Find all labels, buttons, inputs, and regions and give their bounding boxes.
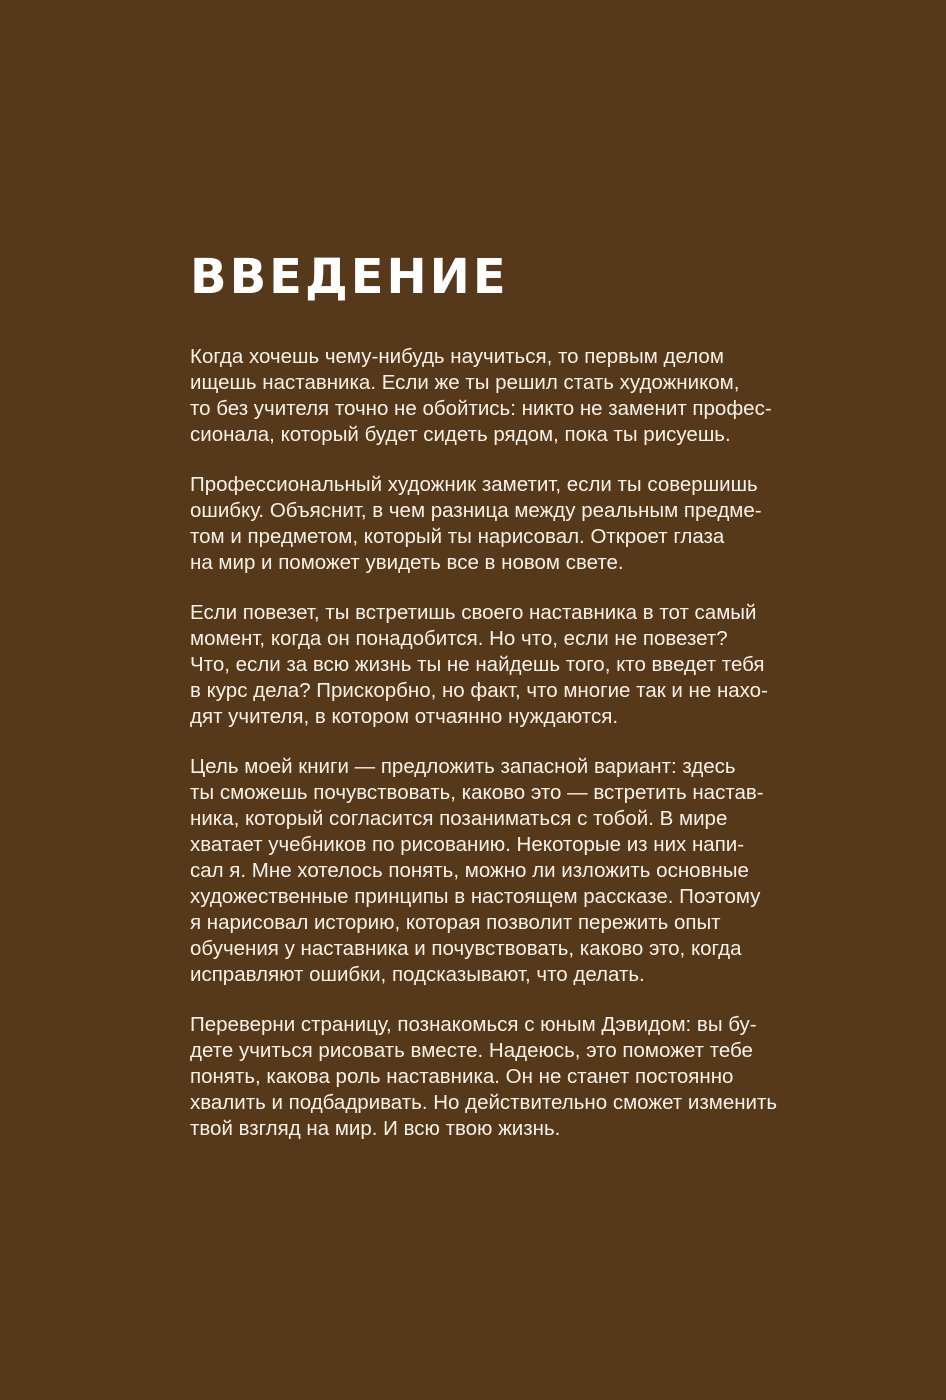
text-line: на мир и поможет увидеть все в новом свете. <box>190 551 624 574</box>
text-line: исправляют ошибки, подсказывают, что делать. <box>190 963 645 986</box>
text-line: Профессиональный художник заметит, если ты совершишь <box>190 473 758 496</box>
text-line: художественные принципы в настоящем рассказе. Поэтому <box>190 885 761 908</box>
text-line: ты сможешь почувствовать, каково это — встретить настав- <box>190 781 764 804</box>
text-line: дете учиться рисовать вместе. Надеюсь, это поможет тебе <box>190 1039 753 1062</box>
text-line: твой взгляд на мир. И всю твою жизнь. <box>190 1117 561 1140</box>
text-line: Когда хочешь чему-нибудь научиться, то первым делом <box>190 345 724 368</box>
text-line: хватает учебников по рисованию. Некоторые из них напи- <box>190 833 745 856</box>
text-line: дят учителя, в котором отчаянно нуждаются. <box>190 705 619 728</box>
text-line: сал я. Мне хотелось понять, можно ли изложить основные <box>190 859 749 882</box>
paragraph-1 <box>190 344 810 448</box>
text-line: обучения у наставника и почувствовать, каково это, когда <box>190 937 742 960</box>
text-line: сионала, который будет сидеть рядом, пока ты рисуешь. <box>190 423 731 446</box>
text-line: ошибку. Объяснит, в чем разница между реальным предме- <box>190 499 762 522</box>
text-line: Если повезет, ты встретишь своего наставника в тот самый <box>190 601 757 624</box>
paragraph-4 <box>190 754 810 988</box>
text-line: то без учителя точно не обойтись: никто не заменит профес- <box>190 397 772 420</box>
text-line: Цель моей книги — предложить запасной вариант: здесь <box>190 755 736 778</box>
text-line: хвалить и подбадривать. Но действительно сможет изменить <box>190 1091 778 1114</box>
text-line: ника, который согласится позаниматься с тобой. В мире <box>190 807 728 830</box>
text-line: Что, если за всю жизнь ты не найдешь того, кто введет тебя <box>190 653 765 676</box>
paragraph-3 <box>190 600 810 730</box>
text-line: момент, когда он понадобится. Но что, если не повезет? <box>190 627 728 650</box>
text-line: понять, какова роль наставника. Он не станет постоянно <box>190 1065 734 1088</box>
text-line: ищешь наставника. Если же ты решил стать художником, <box>190 371 740 394</box>
paragraph-5 <box>190 1012 810 1142</box>
text-line: Переверни страницу, познакомься с юным Дэвидом: вы бу- <box>190 1013 757 1036</box>
chapter-body <box>190 344 810 1166</box>
text-line: я нарисовал историю, которая позволит пережить опыт <box>190 911 721 934</box>
text-line: том и предметом, который ты нарисовал. Откроет глаза <box>190 525 725 548</box>
paragraph-2 <box>190 472 810 576</box>
chapter-title: ВВЕДЕНИЕ <box>190 249 509 305</box>
text-line: в курс дела? Прискорбно, но факт, что многие так и не нахо- <box>190 679 768 702</box>
